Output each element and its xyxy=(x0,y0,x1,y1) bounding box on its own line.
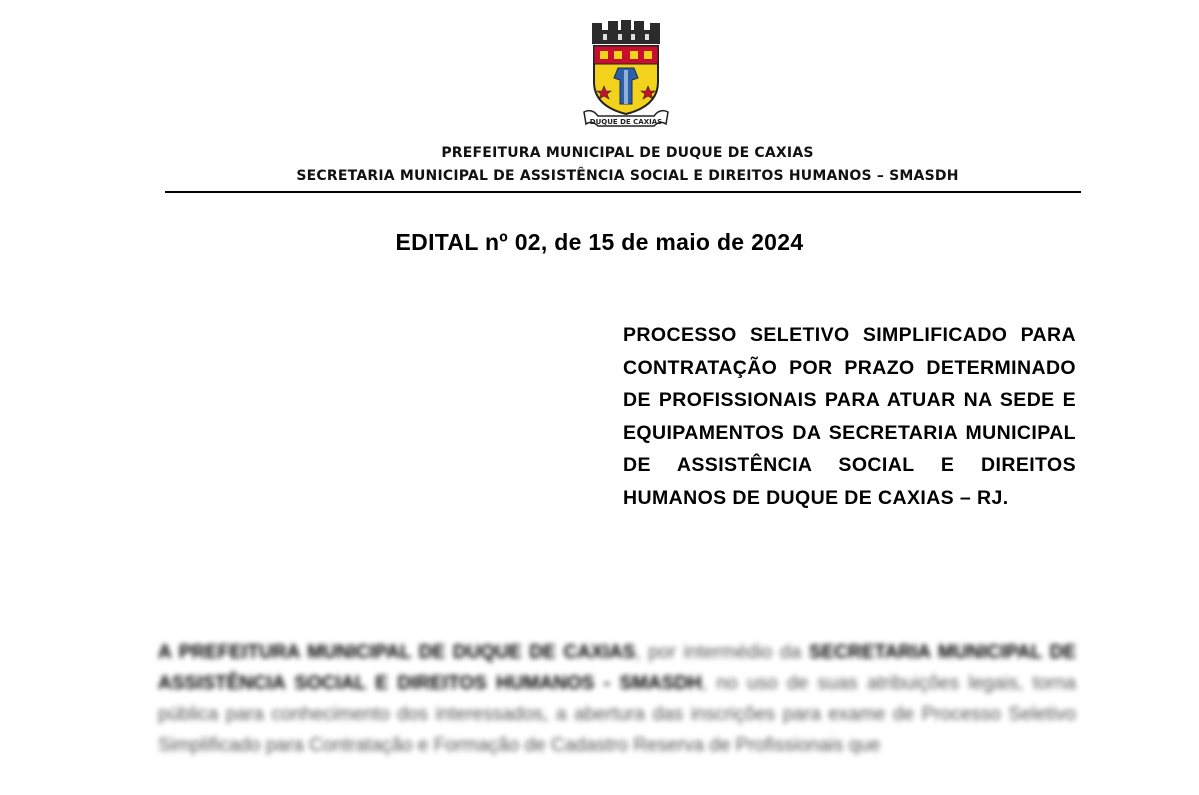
secretariat-name: SECRETARIA MUNICIPAL DE ASSISTÊNCIA SOCIAL E DIREITOS HUMANOS – SMASDH xyxy=(296,168,959,184)
document-title: EDITAL nº 02, de 15 de maio de 2024 xyxy=(395,229,804,255)
intro-text-1: , por intermédio da xyxy=(635,642,809,663)
intro-text-2: , no uso de suas atribuições legais, torna pública para conhecimento dos interessados, a abertura das inscrições para exame de Processo Seletivo Simplificado para Contratação e Formação de Cadastro Reserva de Profissionais que xyxy=(158,673,1076,756)
document-summary: PROCESSO SELETIVO SIMPLIFICADO PARA CONTRATAÇÃO POR PRAZO DETERMINADO DE PROFISSIONAIS PARA ATUAR NA SEDE E EQUIPAMENTOS DA SECRETARIA MUNICIPAL DE ASSISTÊNCIA SOCIAL E DIREITOS HUMANOS DE DUQUE DE CAXIAS – RJ. xyxy=(623,324,1076,509)
header-divider xyxy=(165,191,1081,193)
institution-name: PREFEITURA MUNICIPAL DE DUQUE DE CAXIAS xyxy=(441,145,814,161)
intro-bold-secretariat: SECRETARIA MUNICIPAL DE ASSISTÊNCIA SOCIAL E DIREITOS HUMANOS - SMASDH xyxy=(158,642,1077,694)
intro-bold-institution: A PREFEITURA MUNICIPAL DE DUQUE DE CAXIAS xyxy=(158,642,636,663)
city-crest-icon xyxy=(578,20,674,136)
crest-label: DUQUE DE CAXIAS xyxy=(589,118,663,126)
crown-icon xyxy=(592,20,660,44)
intro-paragraph xyxy=(158,637,1076,761)
